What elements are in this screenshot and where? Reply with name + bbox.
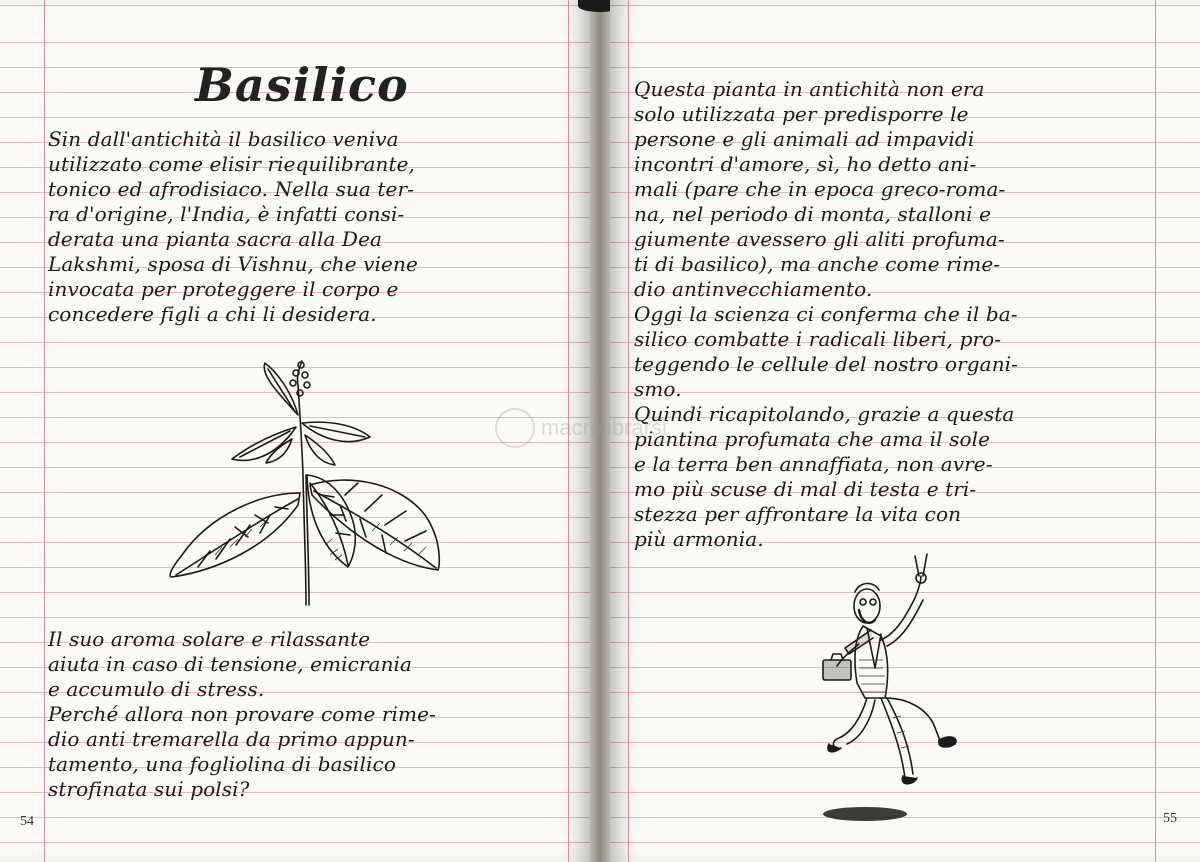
text-line: na, nel periodo di monta, stalloni e: [634, 202, 992, 226]
watermark-text: macrolibrarsi: [541, 415, 667, 440]
text-line: Perché allora non provare come rime-: [48, 702, 436, 726]
text-line: solo utilizzata per predisporre le: [634, 102, 969, 126]
text-line: Quindi ricapitolando, grazie a questa: [634, 402, 1015, 426]
text-line: dio antinvecchiamento.: [634, 277, 873, 301]
text-line: smo.: [634, 377, 682, 401]
text-line: e la terra ben annaffiata, non avre-: [634, 452, 993, 476]
text-line: mali (pare che in epoca greco-roma-: [634, 177, 1006, 201]
text-line: Lakshmi, sposa di Vishnu, che viene: [48, 252, 418, 276]
watermark: [495, 408, 667, 448]
text-line: derata una pianta sacra alla Dea: [48, 227, 383, 251]
left-paragraph-2: [48, 627, 436, 802]
text-line: Il suo aroma solare e rilassante: [48, 627, 371, 651]
text-line: invocata per proteggere il corpo e: [48, 277, 399, 301]
text-line: aiuta in caso di tensione, emicrania: [48, 652, 413, 676]
text-line: più armonia.: [634, 527, 764, 551]
text-line: persone e gli animali ad impavidi: [634, 127, 975, 151]
text-line: silico combatte i radicali liberi, pro-: [634, 327, 1002, 351]
basil-plant-illustration: [160, 355, 450, 610]
text-line: utilizzato come elisir riequilibrante,: [48, 152, 416, 176]
right-paragraph-1: [634, 77, 1018, 552]
text-line: strofinata sui polsi?: [48, 777, 250, 801]
text-line: dio anti tremarella da primo appun-: [48, 727, 415, 751]
text-line: ti di basilico), ma anche come rime-: [634, 252, 1001, 276]
text-line: giumente avessero gli aliti profuma-: [634, 227, 1005, 251]
text-line: mo più scuse di mal di testa e tri-: [634, 477, 977, 501]
dancing-man-illustration: [815, 548, 985, 828]
left-paragraph-1: [48, 127, 418, 327]
text-line: Oggi la scienza ci conferma che il ba-: [634, 302, 1018, 326]
text-line: ra d'origine, l'India, è infatti consi-: [48, 202, 405, 226]
text-line: e accumulo di stress.: [48, 677, 265, 701]
text-line: piantina profumata che ama il sole: [634, 427, 991, 451]
left-margin-line: [44, 0, 45, 862]
text-line: Sin dall'antichità il basilico veniva: [48, 127, 399, 151]
text-line: stezza per affrontare la vita con: [634, 502, 962, 526]
text-line: teggendo le cellule del nostro organi-: [634, 352, 1019, 376]
text-line: tamento, una fogliolina di basilico: [48, 752, 396, 776]
text-line: incontri d'amore, sì, ho detto ani-: [634, 152, 977, 176]
text-line: tonico ed afrodisiaco. Nella sua ter-: [48, 177, 414, 201]
page-title: Basilico: [195, 58, 409, 112]
right-page: [610, 0, 1200, 862]
text-line: concedere figli a chi li desidera.: [48, 302, 377, 326]
right-margin-line: [1155, 0, 1156, 862]
page-number-right: 55: [1163, 811, 1177, 826]
watermark-logo-icon: [495, 408, 535, 448]
text-line: Questa pianta in antichità non era: [634, 77, 985, 101]
page-number-left: 54: [20, 814, 34, 829]
